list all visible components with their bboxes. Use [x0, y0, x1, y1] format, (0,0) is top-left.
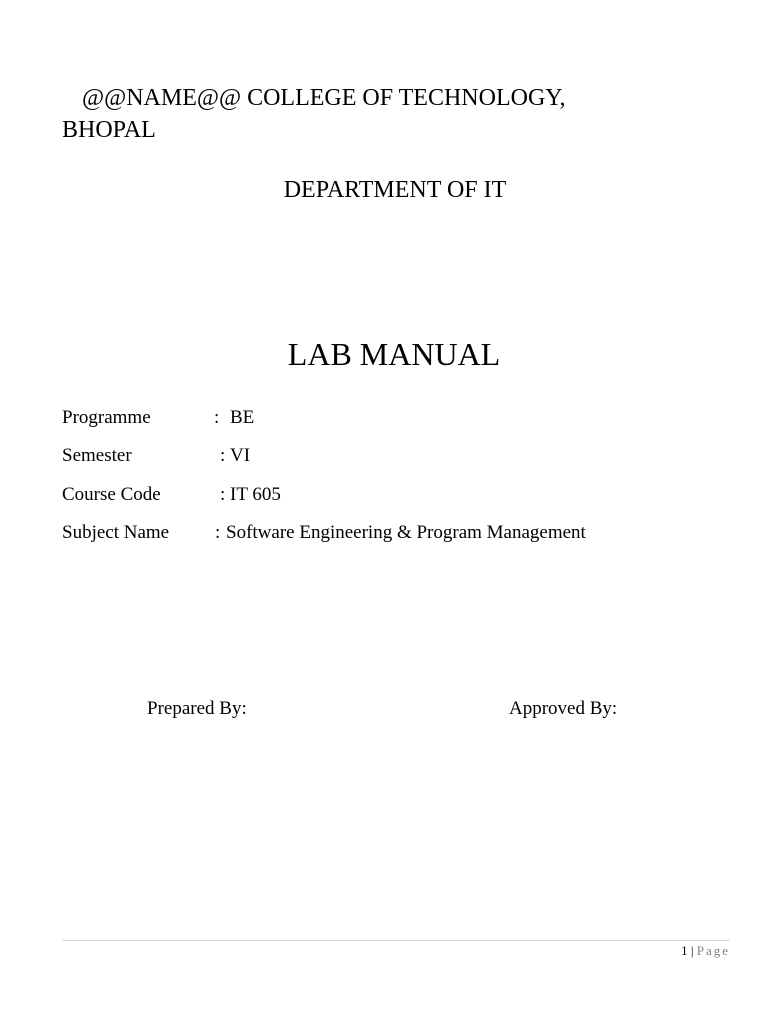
detail-value: BE — [230, 407, 255, 428]
page-footer — [681, 943, 730, 959]
detail-separator: : — [214, 407, 220, 428]
footer-divider — [62, 940, 730, 941]
detail-value: IT 605 — [230, 483, 281, 505]
detail-label: Semester — [62, 445, 132, 467]
college-name: @@NAME@@ COLLEGE OF TECHNOLOGY, BHOPAL — [62, 85, 566, 143]
detail-separator: : — [220, 445, 226, 467]
footer-separator: | — [690, 943, 694, 958]
page-title: LAB MANUAL — [287, 336, 501, 372]
detail-label: Course Code — [62, 483, 161, 505]
detail-label: Programme — [62, 407, 151, 428]
detail-separator: : — [220, 483, 226, 505]
detail-value: Software Engineering & Program Management — [226, 522, 586, 544]
page-number: 1 — [681, 943, 688, 958]
page-label: Page — [696, 943, 730, 958]
detail-label: Subject Name — [62, 522, 170, 544]
department-name: DEPARTMENT OF IT — [283, 177, 507, 203]
detail-value: VI — [230, 445, 251, 467]
prepared-by-label: Prepared By: — [147, 698, 247, 719]
detail-separator: : — [215, 522, 221, 544]
approved-by-label: Approved By: — [509, 698, 618, 719]
